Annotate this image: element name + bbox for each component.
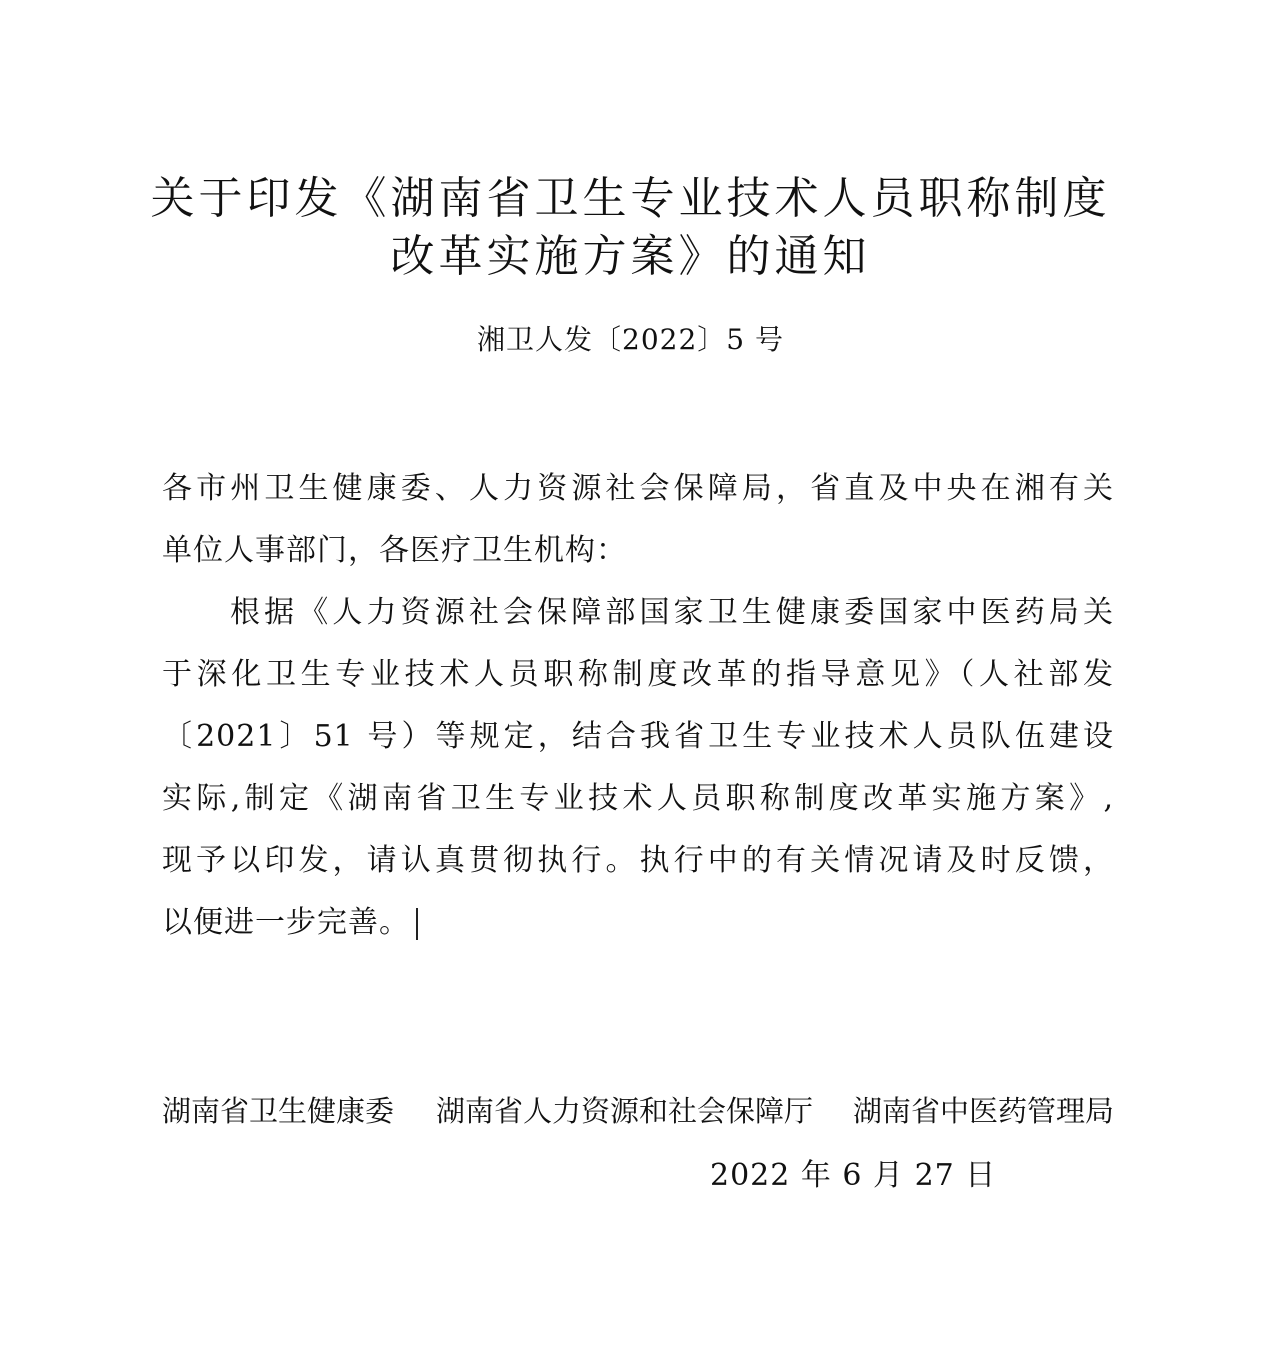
document-number: 湘卫人发〔2022〕5 号 xyxy=(477,323,784,356)
body-line-7: 现予以印发，请认真贯彻执行。执行中的有关情况请及时反馈， xyxy=(162,843,1114,878)
body-line-8[interactable] xyxy=(162,892,1114,954)
signature-human-resources-department: 湖南省人力资源和社会保障厅 xyxy=(436,1094,814,1128)
body-line-8-text: 以便进一步完善。 xyxy=(162,905,410,940)
body-line-3: 根据《人力资源社会保障部国家卫生健康委国家中医药局关 xyxy=(230,595,1114,630)
signature-tcm-administration: 湖南省中医药管理局 xyxy=(853,1094,1115,1128)
signature-health-commission: 湖南省卫生健康委 xyxy=(162,1094,395,1128)
body-line-5: 〔2021〕51 号）等规定，结合我省卫生专业技术人员队伍建设 xyxy=(162,719,1114,754)
document-title-line-2: 改革实施方案》的通知 xyxy=(390,231,871,282)
issue-date: 2022 年 6 月 27 日 xyxy=(710,1158,997,1193)
body-line-2: 单位人事部门，各医疗卫生机构： xyxy=(162,533,627,568)
document-title-line-1: 关于印发《湖南省卫生专业技术人员职称制度 xyxy=(150,173,1111,224)
body-line-6: 实际,制定《湖南省卫生专业技术人员职称制度改革实施方案》, xyxy=(162,781,1114,816)
body-line-1: 各市州卫生健康委、人力资源社会保障局，省直及中央在湘有关 xyxy=(162,471,1114,506)
body-line-4: 于深化卫生专业技术人员职称制度改革的指导意见》（人社部发 xyxy=(162,657,1114,692)
text-cursor xyxy=(416,908,418,940)
